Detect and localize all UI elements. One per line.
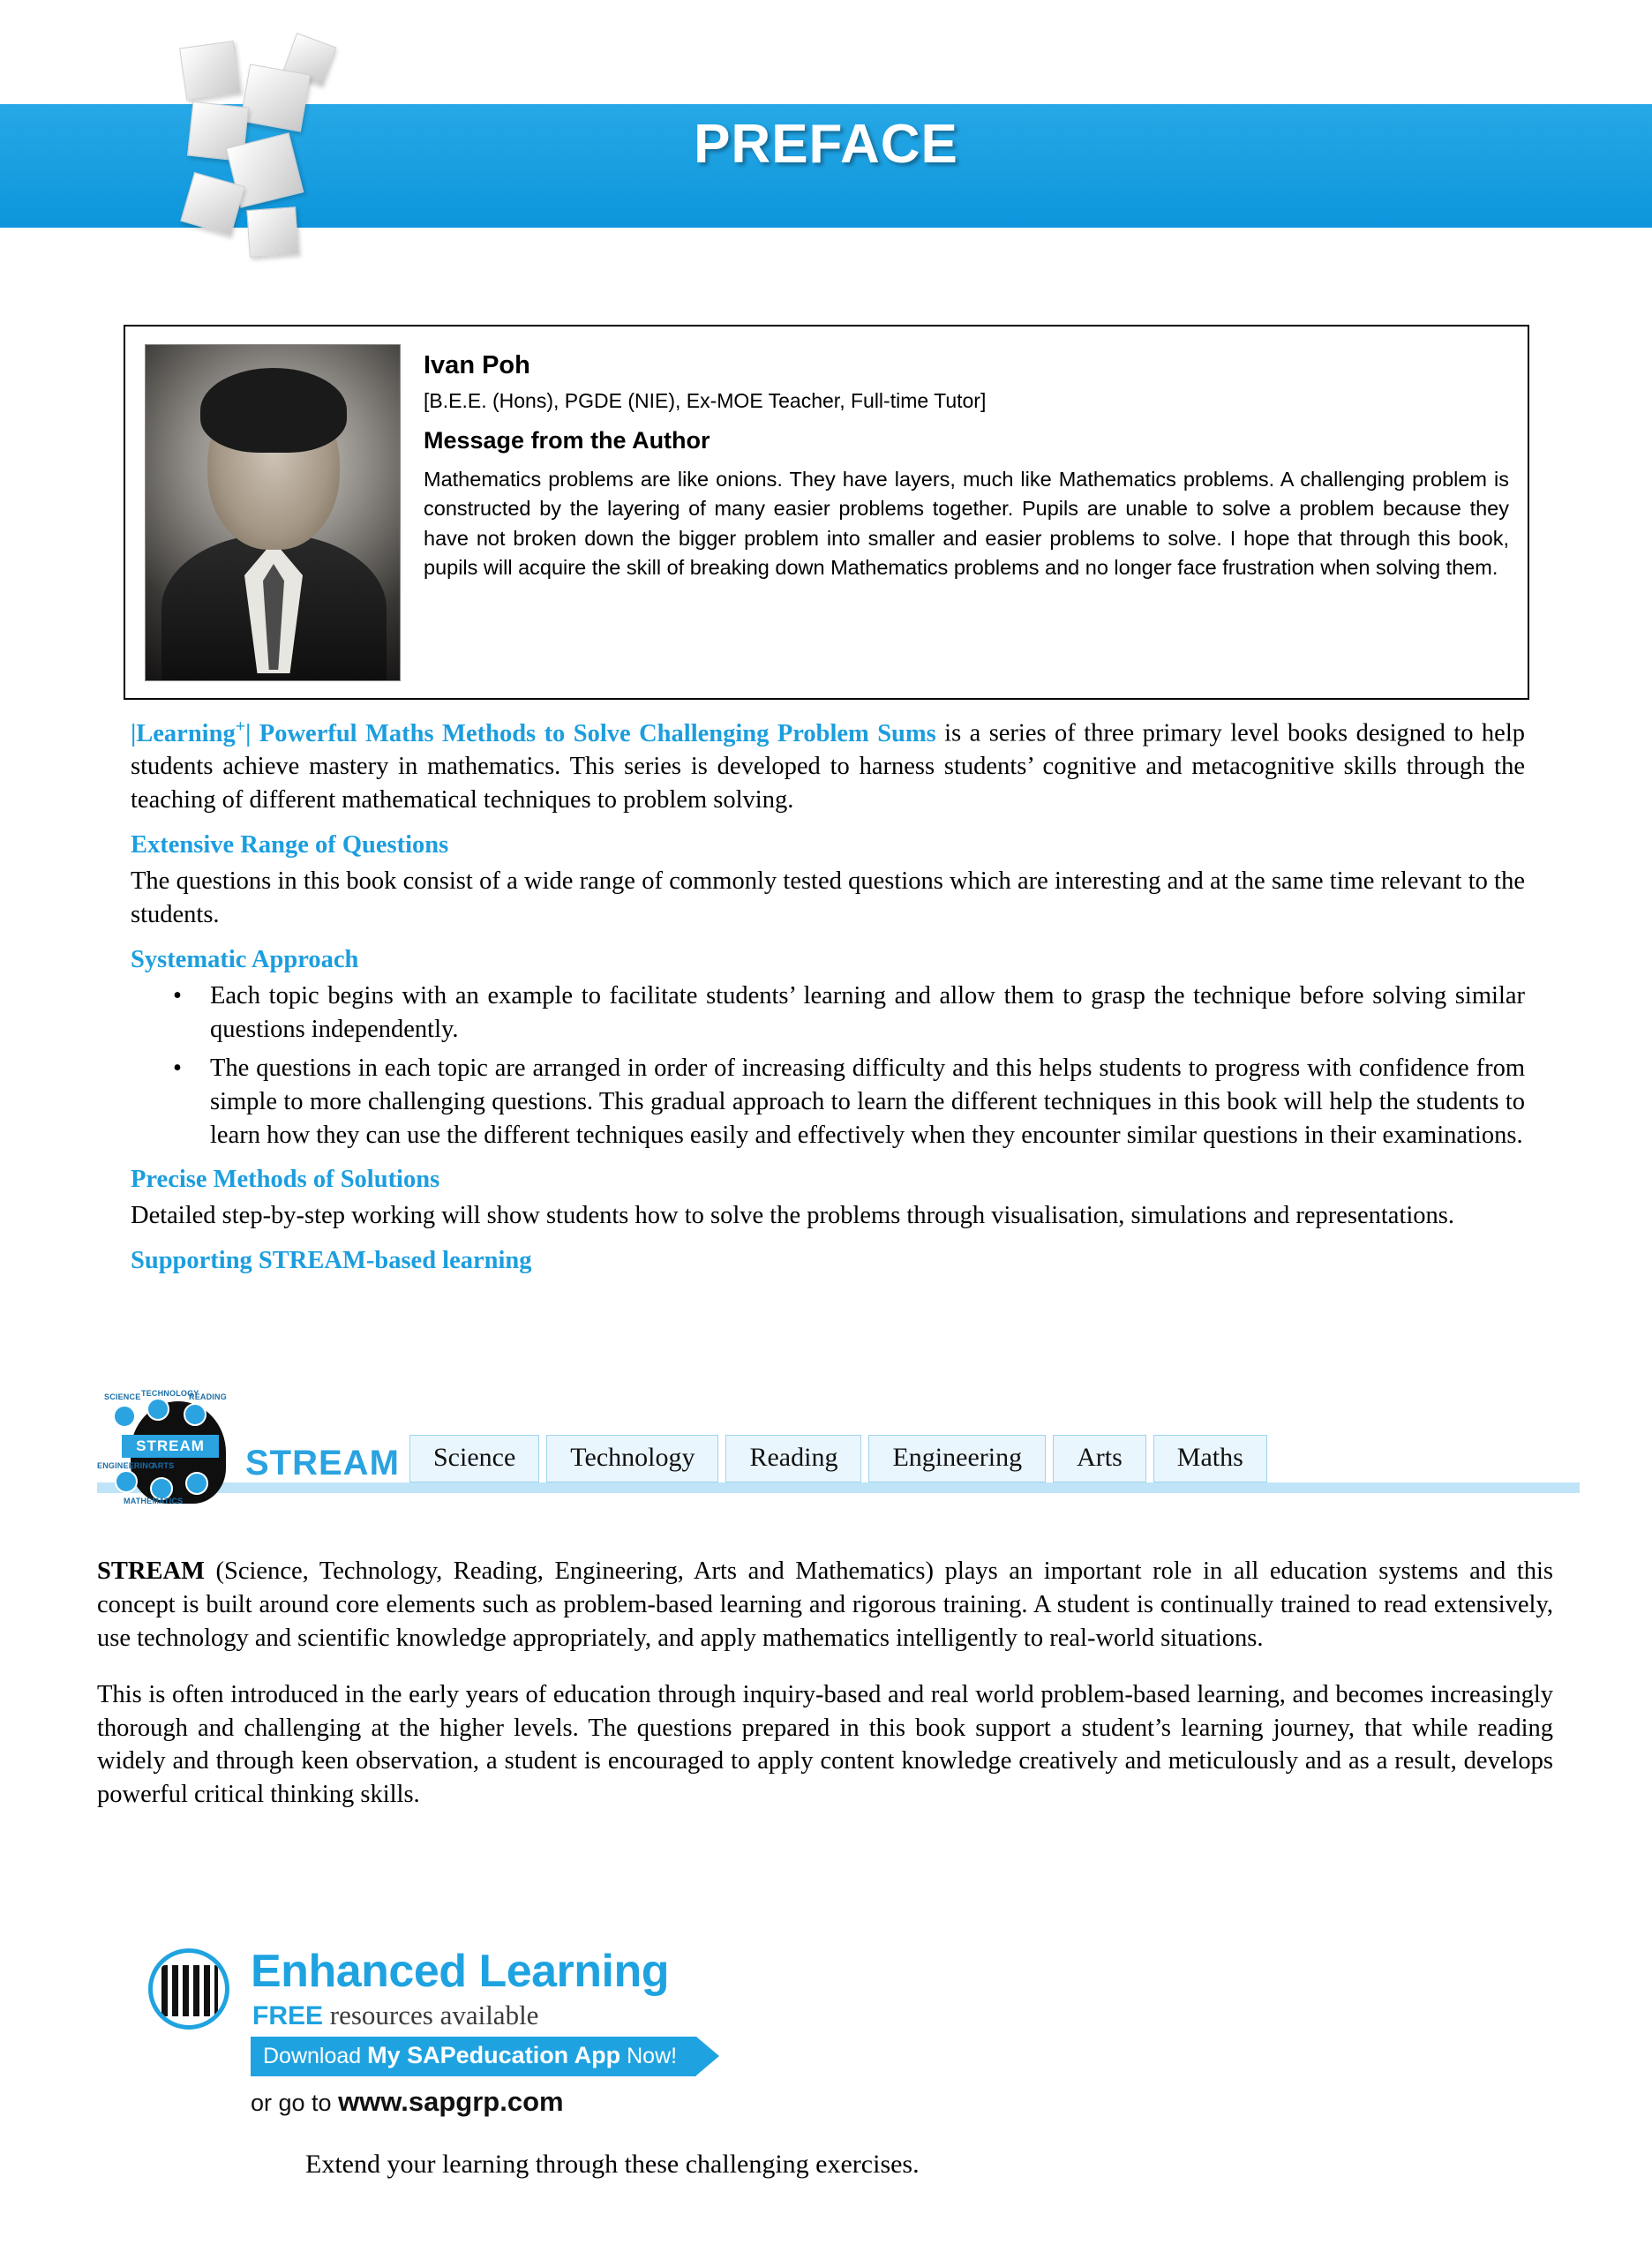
stream-wordmark: STREAM bbox=[245, 1444, 400, 1482]
stream-logo-band: STREAM bbox=[122, 1435, 219, 1458]
list-item: • Each topic begins with an example to facilitate students’ learning and allow them to grasp the technique before solving similar questions independently. bbox=[131, 979, 1525, 1047]
enhanced-learning-block bbox=[148, 1941, 1295, 2206]
website-line[interactable] bbox=[251, 2086, 564, 2118]
section-heading-systematic-approach: Systematic Approach bbox=[131, 945, 359, 973]
stream-minilabel-arts: ARTS bbox=[152, 1461, 175, 1470]
author-text-block bbox=[424, 346, 1509, 582]
stream-paragraph-1-text: (Science, Technology, Reading, Engineering, Arts and Mathematics) plays an important role in all education systems and this concept is built around core elements such as problem-based learning and rigorous training. A student is continually trained to read extensively, use technology and scientific knowledge appropriately, and apply mathematics intelligently to real-world situations. bbox=[97, 1557, 1553, 1652]
stream-logo-icon bbox=[97, 1389, 247, 1505]
free-label: FREE bbox=[252, 2001, 324, 2030]
series-title-superscript: + bbox=[235, 717, 246, 736]
stream-tab-maths[interactable]: Maths bbox=[1153, 1435, 1267, 1482]
website-url[interactable]: www.sapgrp.com bbox=[338, 2086, 564, 2117]
resources-available-label: resources available bbox=[323, 2000, 539, 2030]
stream-dot-technology-icon bbox=[146, 1398, 169, 1421]
author-box bbox=[124, 325, 1529, 700]
author-message-heading: Message from the Author bbox=[424, 427, 710, 454]
stream-paragraph-1 bbox=[97, 1555, 1553, 1655]
stream-minilabel-technology: TECHNOLOGY bbox=[141, 1389, 199, 1398]
stream-paragraph-2: This is often introduced in the early years of education through inquiry-based and real world problem-based learning, and becomes increasingly thorough and challenging at the higher levels. The questions prepared in this book support a student’s learning journey, that while reading widely and through keen observation, a student is encouraged to apply content knowledge creatively and meticulously and as a result, develops powerful critical thinking skills. bbox=[97, 1680, 1553, 1809]
author-portrait-photo bbox=[145, 344, 401, 681]
app-name-label: My SAPeducation App bbox=[367, 2042, 621, 2068]
stream-dot-engineering-icon bbox=[115, 1470, 138, 1493]
stream-tab-reading[interactable]: Reading bbox=[725, 1435, 861, 1482]
stream-minilabel-science: SCIENCE bbox=[104, 1392, 141, 1401]
enhanced-learning-title: Enhanced Learning bbox=[251, 1946, 670, 1997]
puzzle-piece-icon bbox=[283, 33, 337, 86]
section-heading-precise-methods: Precise Methods of Solutions bbox=[131, 1166, 440, 1194]
intro-paragraph-text: is a series of three primary level books designed to help students achieve mastery in mathematics. This series is developed to harness students’ cognitive and metacognitive skills through the teaching of different mathematical techniques to problem solving. bbox=[131, 719, 1525, 814]
stream-description bbox=[97, 1555, 1553, 1835]
section-body-precise-methods: Detailed step-by-step working will show students how to solve the problems through visualisation, simulations and representations. bbox=[131, 1202, 1454, 1230]
portrait-hair bbox=[200, 368, 347, 453]
stream-tab-arts[interactable]: Arts bbox=[1053, 1435, 1146, 1482]
stream-tab-engineering[interactable]: Engineering bbox=[868, 1435, 1046, 1482]
author-credentials: [B.E.E. (Hons), PGDE (NIE), Ex-MOE Teacher, Full-time Tutor] bbox=[424, 389, 987, 412]
stream-dot-maths-icon bbox=[185, 1472, 208, 1495]
stream-minilabel-reading: READING bbox=[189, 1392, 227, 1401]
stream-minilabel-engineering: ENGINEERING bbox=[97, 1461, 155, 1470]
stream-tab-science[interactable]: Science bbox=[409, 1435, 539, 1482]
section-heading-extensive-range: Extensive Range of Questions bbox=[131, 831, 449, 859]
download-app-banner[interactable] bbox=[251, 2037, 696, 2076]
preface-body bbox=[131, 715, 1525, 1280]
stream-minilabel-mathematics: MATHEMATICS bbox=[124, 1497, 184, 1505]
stream-dot-reading-icon bbox=[184, 1403, 206, 1426]
enhanced-learning-footnote: Extend your learning through these challenging exercises. bbox=[305, 2150, 920, 2179]
page-title: PREFACE bbox=[694, 114, 958, 175]
stream-tab-list bbox=[409, 1435, 1267, 1482]
stream-paragraph-lead: STREAM bbox=[97, 1557, 205, 1585]
author-name: Ivan Poh bbox=[424, 351, 530, 379]
calculator-icon-keys bbox=[161, 1965, 218, 2016]
stream-strip bbox=[0, 1385, 1652, 1527]
stream-divider-rule bbox=[97, 1482, 1580, 1493]
calculator-icon bbox=[148, 1948, 229, 2030]
section-heading-supporting-stream: Supporting STREAM-based learning bbox=[131, 1247, 532, 1275]
enhanced-learning-subtitle bbox=[252, 2000, 538, 2031]
author-message-text: Mathematics problems are like onions. They have layers, much like Mathematics problems. A challenging problem is constructed by the layering of many easier problems together. Pupils are unable to solve a problem because they have not broken down the bigger problem into smaller and easier problems to solve. I hope that through this book, pupils will acquire the skill of breaking down Mathematics problems and no longer face frustration when solving them. bbox=[424, 468, 1509, 580]
stream-dot-science-icon bbox=[113, 1405, 136, 1428]
section-body-extensive-range: The questions in this book consist of a wide range of commonly tested questions which are interesting and at the same time relevant to the students. bbox=[131, 867, 1525, 929]
puzzle-piece-icon bbox=[179, 41, 241, 101]
series-title: |Learning+| Powerful Maths Methods to Solve Challenging Problem Sums bbox=[131, 717, 936, 747]
stream-tab-technology[interactable]: Technology bbox=[546, 1435, 718, 1482]
systematic-approach-bullet-list bbox=[131, 979, 1525, 1152]
or-go-to-label: or go to bbox=[251, 2090, 339, 2116]
now-label: Now! bbox=[627, 2044, 678, 2068]
list-item: • The questions in each topic are arranged in order of increasing difficulty and this helps students to progress with confidence from simple to more challenging questions. This gradual approach to learn the different techniques in this book will help the students to learn how they can use the different techniques easily and effectively when they encounter similar questions in their examinations. bbox=[131, 1052, 1525, 1152]
intro-paragraph bbox=[131, 715, 1525, 817]
download-label: Download bbox=[263, 2044, 362, 2068]
